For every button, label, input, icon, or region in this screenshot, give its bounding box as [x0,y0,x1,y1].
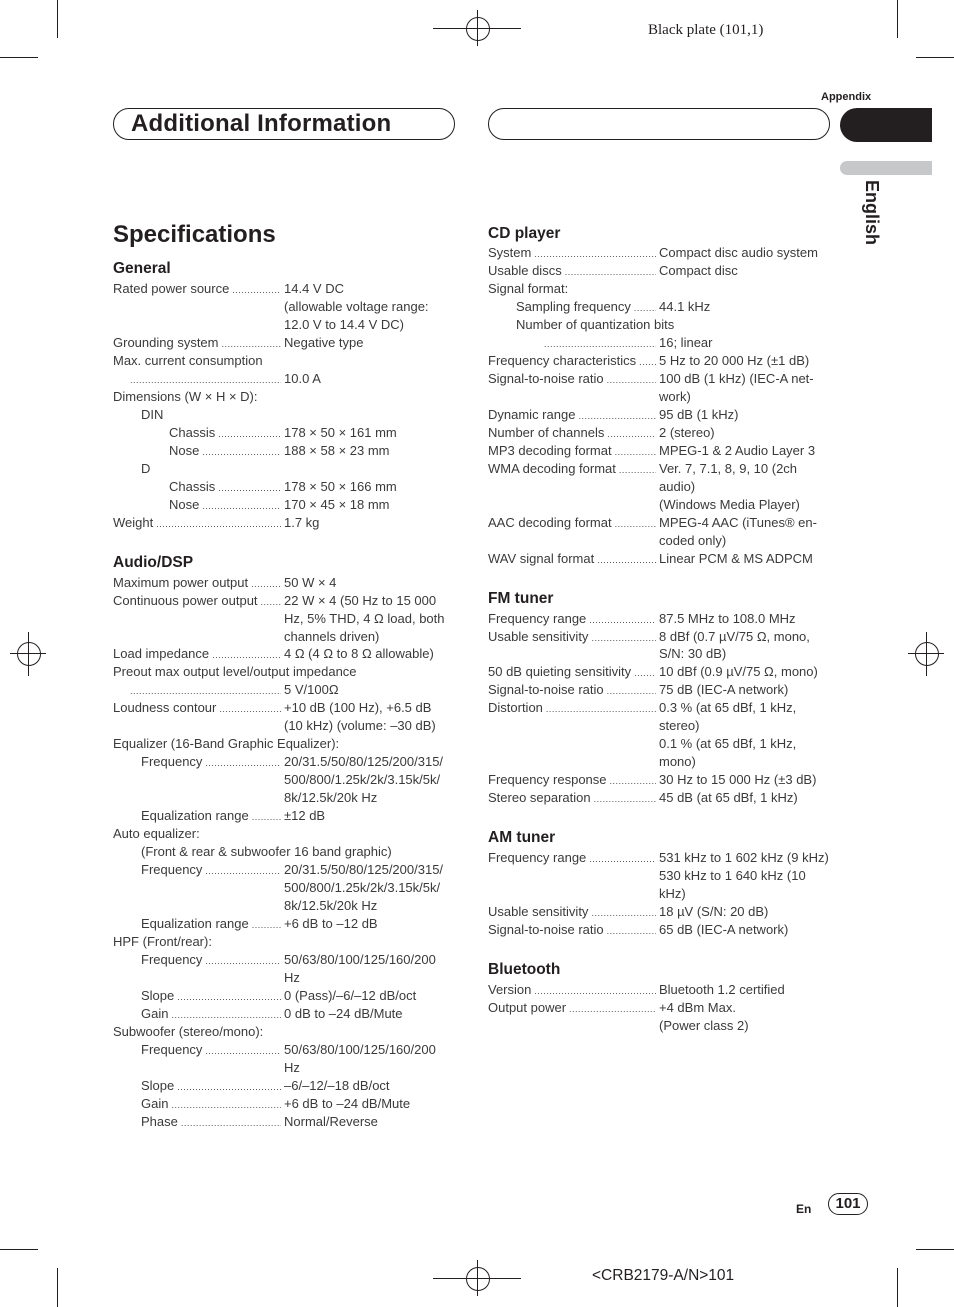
spec-text: Max. current consumption [113,353,263,368]
spec-heading: FM tuner [488,590,554,607]
spec-label: Number of channels ..... [488,424,656,443]
section-header-bar [113,108,455,140]
spec-value: channels driven) [284,629,380,644]
spec-value: 18 µV (S/N: 20 dB) [659,904,769,919]
spec-value: work) [659,389,691,404]
spec-label: Output power ..... [488,999,656,1018]
spec-value: +4 dBm Max. [659,1000,736,1015]
spec-label: Nose ..... [169,496,281,515]
spec-label: Frequency range ..... [488,849,656,868]
spec-heading: CD player [488,225,561,242]
spec-label: MP3 decoding format ..... [488,442,656,461]
spec-value: 65 dB (IEC-A network) [659,922,789,937]
appendix-tab [840,108,932,142]
crop-mark [897,0,898,38]
spec-value: mono) [659,754,696,769]
crop-mark [57,1268,58,1307]
spec-value: (10 kHz) (volume: –30 dB) [284,718,436,733]
crop-mark [897,1268,898,1307]
spec-value: 50/63/80/100/125/160/200 [284,1042,436,1057]
spec-text: (Front & rear & subwoofer 16 band graphic) [141,844,392,859]
spec-label: Gain ..... [141,1005,281,1024]
spec-value: S/N: 30 dB) [659,646,727,661]
spec-text: Preout max output level/output impedance [113,664,357,679]
spec-value: Hz [284,1060,300,1075]
spec-value: 530 kHz to 1 640 kHz (10 [659,868,806,883]
spec-label: Equalization range ..... [141,807,281,826]
spec-label: Weight ..... [113,514,281,533]
spec-value: MPEG-4 AAC (iTunes® en- [659,515,817,530]
spec-value: 8 dBf (0.7 µV/75 Ω, mono, [659,629,810,644]
spec-value: 14.4 V DC [284,281,344,296]
spec-label: Equalization range ..... [141,915,281,934]
spec-value: kHz) [659,886,686,901]
spec-value: 12.0 V to 14.4 V DC) [284,317,404,332]
spec-label: Usable sensitivity ..... [488,903,656,922]
spec-label: Sampling frequency ..... [516,298,656,317]
spec-value: +10 dB (100 Hz), +6.5 dB [284,700,432,715]
spec-value: Linear PCM & MS ADPCM [659,551,813,566]
spec-label: Maximum power output ..... [113,574,281,593]
spec-value: –6/–12/–18 dB/oct [284,1078,390,1093]
spec-label: 50 dB quieting sensitivity ..... [488,663,656,682]
spec-value: Hz [284,970,300,985]
spec-value: 0 (Pass)/–6/–12 dB/oct [284,988,417,1003]
spec-label: Version ..... [488,981,656,1000]
spec-value: 16; linear [659,335,713,350]
spec-value: audio) [659,479,696,494]
spec-heading: Bluetooth [488,961,561,978]
spec-value: +6 dB to –12 dB [284,916,378,931]
spec-value: Compact disc audio system [659,245,818,260]
spec-value: (Power class 2) [659,1018,749,1033]
spec-value: MPEG-1 & 2 Audio Layer 3 [659,443,816,458]
spec-label: Load impedance ..... [113,645,281,664]
spec-value: 500/800/1.25k/2k/3.15k/5k/ [284,880,441,895]
spec-value: 50/63/80/100/125/160/200 [284,952,436,967]
spec-value: 531 kHz to 1 602 kHz (9 kHz) [659,850,829,865]
spec-value: 50 W × 4 [284,575,337,590]
spec-value: 22 W × 4 (50 Hz to 15 000 [284,593,437,608]
crop-mark [57,0,58,38]
spec-label: Frequency ..... [141,951,281,970]
spec-value: 0.1 % (at 65 dBf, 1 kHz, [659,736,797,751]
spec-label: WAV signal format ..... [488,550,656,569]
spec-value: stereo) [659,718,700,733]
page-title: Specifications [113,221,276,248]
spec-text: Dimensions (W × H × D): [113,389,258,404]
page-number: 101 [835,1195,861,1212]
spec-value: +6 dB to –24 dB/Mute [284,1096,411,1111]
language-tab-label: English [862,180,882,246]
spec-label: Slope ..... [141,987,281,1006]
spec-label [130,681,281,700]
spec-value: ±12 dB [284,808,326,823]
spec-value: Ver. 7, 7.1, 8, 9, 10 (2ch [659,461,798,476]
spec-text: Auto equalizer: [113,826,200,841]
spec-value: 170 × 45 × 18 mm [284,497,390,512]
spec-value: 2 (stereo) [659,425,715,440]
spec-value: 87.5 MHz to 108.0 MHz [659,611,796,626]
spec-label: Signal-to-noise ratio ..... [488,681,656,700]
spec-value: 0.3 % (at 65 dBf, 1 kHz, [659,700,797,715]
spec-label: Frequency ..... [141,1041,281,1060]
spec-label: Usable discs ..... [488,262,656,281]
crop-mark [0,57,38,58]
spec-value: 45 dB (at 65 dBf, 1 kHz) [659,790,798,805]
spec-value: 10.0 A [284,371,321,386]
spec-label: WMA decoding format ..... [488,460,656,479]
spec-label: Signal-to-noise ratio ..... [488,370,656,389]
appendix-label: Appendix [821,91,872,103]
spec-value: 5 V/100Ω [284,682,339,697]
spec-value: Normal/Reverse [284,1114,378,1129]
spec-value: 44.1 kHz [659,299,711,314]
spec-label: Frequency ..... [141,861,281,880]
spec-label: Loudness contour ..... [113,699,281,718]
spec-value: 5 Hz to 20 000 Hz (±1 dB) [659,353,810,368]
spec-label: Frequency characteristics ..... [488,352,656,371]
spec-value: 30 Hz to 15 000 Hz (±3 dB) [659,772,817,787]
crop-mark [916,57,954,58]
spec-label: Dynamic range ..... [488,406,656,425]
spec-value: 75 dB (IEC-A network) [659,682,789,697]
spec-label: Rated power source ..... [113,280,281,299]
section-title: Additional Information [131,110,392,137]
spec-label: Distortion ..... [488,699,656,718]
spec-value: Negative type [284,335,364,350]
spec-value: 20/31.5/50/80/125/200/315/ [284,862,444,877]
spec-label: Chassis ..... [169,424,281,443]
spec-label: Chassis ..... [169,478,281,497]
document-code: <CRB2179-A/N>101 [592,1267,735,1284]
spec-value: Hz, 5% THD, 4 Ω load, both [284,611,445,626]
spec-heading: General [113,260,171,277]
spec-text: Number of quantization bits [516,317,675,332]
spec-value: coded only) [659,533,727,548]
spec-label: Gain ..... [141,1095,281,1114]
spec-value: Compact disc [659,263,738,278]
spec-label: AAC decoding format ..... [488,514,656,533]
spec-value: (Windows Media Player) [659,497,800,512]
spec-label: Nose ..... [169,442,281,461]
spec-label [130,370,281,389]
spec-text: DIN [141,407,164,422]
spec-label: Frequency ..... [141,753,281,772]
spec-text: HPF (Front/rear): [113,934,212,949]
language-tab-bar [840,161,932,175]
spec-value: 8k/12.5k/20k Hz [284,790,378,805]
spec-value: 20/31.5/50/80/125/200/315/ [284,754,444,769]
spec-value: 500/800/1.25k/2k/3.15k/5k/ [284,772,441,787]
spec-label: Signal-to-noise ratio ..... [488,921,656,940]
spec-label: System ..... [488,244,656,263]
spec-value: 95 dB (1 kHz) [659,407,739,422]
crop-mark [916,1249,954,1250]
spec-label: Slope ..... [141,1077,281,1096]
spec-text: D [141,461,151,476]
footer-lang: En [796,1202,812,1216]
spec-value: 1.7 kg [284,515,320,530]
spec-text: Subwoofer (stereo/mono): [113,1024,264,1039]
spec-label: Stereo separation ..... [488,789,656,808]
spec-value: 10 dBf (0.9 µV/75 Ω, mono) [659,664,818,679]
spec-value: 8k/12.5k/20k Hz [284,898,378,913]
spec-heading: Audio/DSP [113,554,194,571]
spec-text: Equalizer (16-Band Graphic Equalizer): [113,736,340,751]
page-number-badge [828,1193,868,1215]
spec-value: (allowable voltage range: [284,299,429,314]
spec-value: 178 × 50 × 166 mm [284,479,397,494]
spec-label: Frequency range ..... [488,610,656,629]
spec-label: Continuous power output ..... [113,592,281,611]
spec-label: Usable sensitivity ..... [488,628,656,647]
spec-value: 188 × 58 × 23 mm [284,443,390,458]
crop-mark [0,1249,38,1250]
spec-value: 100 dB (1 kHz) (IEC-A net- [659,371,814,386]
spec-value: 0 dB to –24 dB/Mute [284,1006,403,1021]
section-header-bar-empty [488,108,830,140]
spec-label [544,334,656,353]
spec-value: Bluetooth 1.2 certified [659,982,785,997]
spec-heading: AM tuner [488,829,556,846]
spec-value: 4 Ω (4 Ω to 8 Ω allowable) [284,646,434,661]
spec-label: Phase ..... [141,1113,281,1132]
spec-label: Grounding system ..... [113,334,281,353]
plate-label: Black plate (101,1) [648,22,764,38]
spec-label: Frequency response ..... [488,771,656,790]
spec-value: 178 × 50 × 161 mm [284,425,397,440]
spec-text: Signal format: [488,281,569,296]
